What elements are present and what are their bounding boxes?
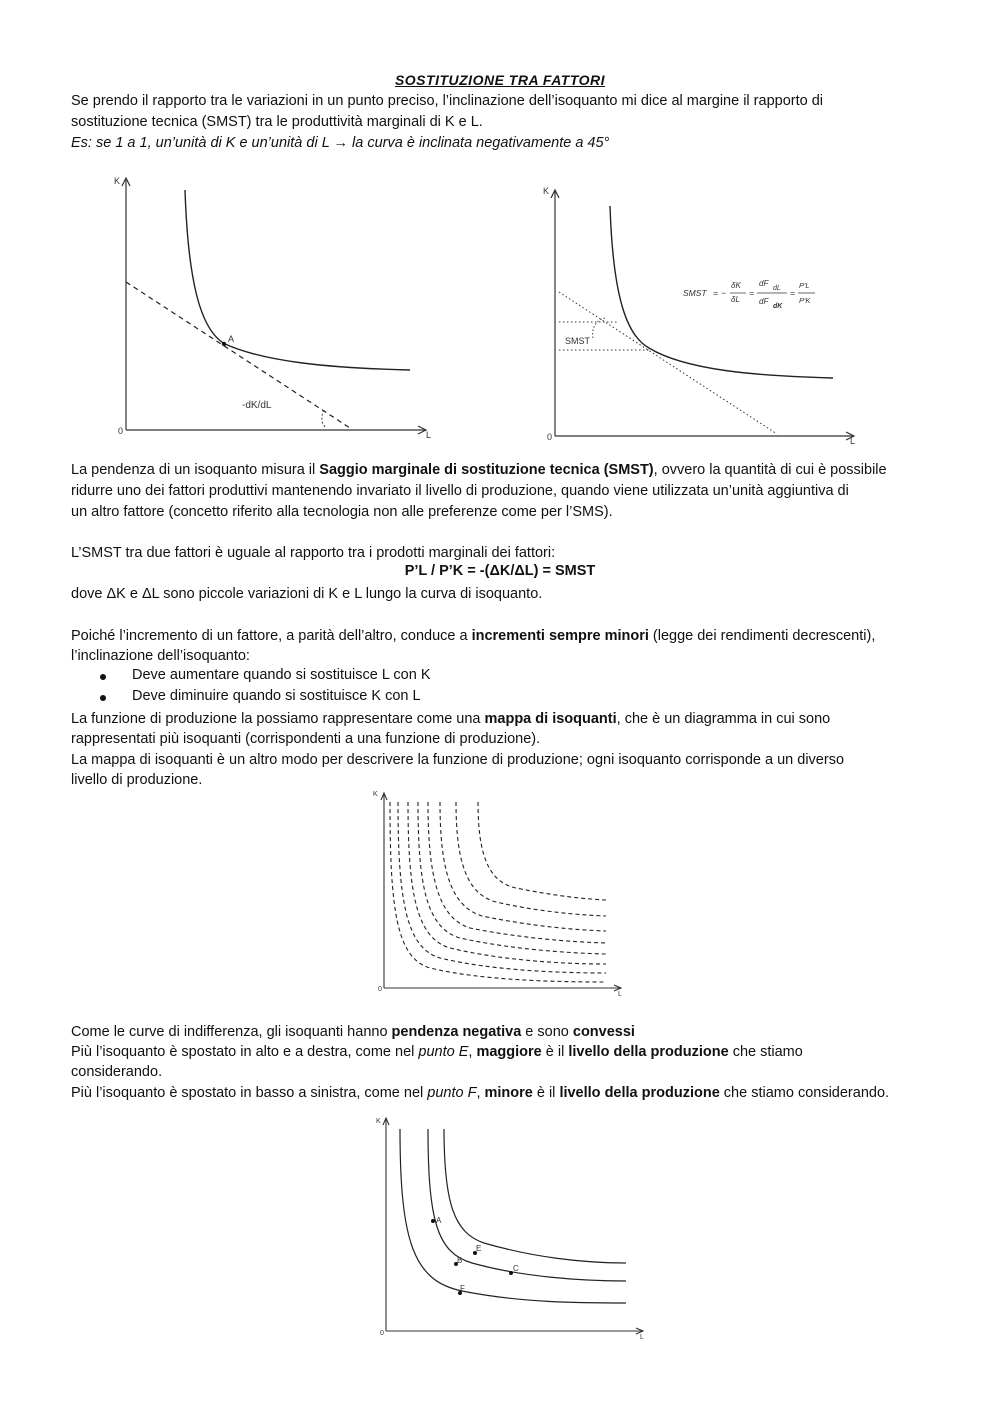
paragraph-line: L’SMST tra due fattori è uguale al rapporto tra i prodotti marginali dei fattori: [71, 545, 556, 561]
svg-text:δL: δL [731, 295, 740, 304]
page-title: SOSTITUZIONE TRA FATTORI [394, 72, 606, 88]
isoquant-set [390, 802, 606, 982]
svg-text:dF: dF [759, 279, 769, 288]
paragraph-line: sostituzione tecnica (SMST) tra le produttività marginali di K e L. [71, 114, 483, 130]
figure-isoquant-levels [372, 1113, 652, 1343]
origin-label: 0 [547, 432, 553, 442]
paragraph-line: livello di produzione. [71, 772, 203, 788]
svg-text:dK: dK [773, 303, 783, 310]
paragraph-line: Poiché l’incremento di un fattore, a parità dell’altro, conduce a incrementi sempre minori (legge dei rendimenti decrescenti), [71, 628, 876, 644]
paragraph-line: un altro fattore (concetto riferito alla tecnologia non alle preferenze come per l’SMS). [71, 504, 613, 520]
point-b-label: B [457, 1256, 463, 1265]
svg-text:SMST: SMST [683, 288, 707, 298]
svg-text:dF: dF [759, 297, 769, 306]
origin-label: 0 [378, 986, 382, 993]
x-axis-label: L [618, 991, 622, 998]
paragraph-line: Più l’isoquanto è spostato in alto e a destra, come nel punto E, maggiore è il livello della produzione che stiamo [71, 1044, 803, 1060]
tangent-line [126, 282, 350, 428]
point-a [222, 342, 226, 346]
smst-formula [683, 279, 815, 310]
point-a-label: A [228, 334, 235, 344]
svg-text:−: − [721, 288, 726, 298]
svg-text:=: = [749, 288, 754, 298]
figure-smst [535, 178, 865, 448]
figure-isoquant-tangent [100, 170, 440, 445]
y-axis-label: K [114, 176, 121, 186]
smst-label: SMST [565, 336, 591, 346]
point-a-label: A [436, 1216, 442, 1225]
isoquant-high [444, 1129, 626, 1263]
tangent-line [559, 292, 777, 434]
x-axis-label: L [426, 430, 432, 440]
x-axis-label: L [640, 1334, 644, 1341]
origin-label: 0 [118, 426, 124, 436]
svg-text:P′L: P′L [799, 281, 810, 290]
svg-text:=: = [713, 288, 718, 298]
paragraph-line: ridurre uno dei fattori produttivi mantenendo invariato il livello di produzione, quando viene utilizzata un’unità aggiuntiva di [71, 483, 849, 499]
paragraph-line: La mappa di isoquanti è un altro modo per descrivere la funzione di produzione; ogni isoquanto corrisponde a un diverso [71, 752, 845, 768]
svg-text:=: = [790, 288, 795, 298]
paragraph-line: La pendenza di un isoquanto misura il Saggio marginale di sostituzione tecnica (SMST), ovvero la quantità di cui è possibile [71, 462, 887, 478]
svg-text:P′K: P′K [799, 296, 811, 305]
paragraph-line: l’inclinazione dell’isoquanto: [71, 648, 250, 664]
svg-text:dL: dL [773, 285, 781, 292]
svg-text:δK: δK [731, 281, 741, 290]
paragraph-line: considerando. [71, 1064, 163, 1080]
y-axis-label: K [543, 186, 550, 196]
example-line: Es: se 1 a 1, un’unità di K e un’unità di L → la curva è inclinata negativamente a 45° [71, 135, 610, 151]
point-a [431, 1219, 435, 1223]
paragraph-line: Più l’isoquanto è spostato in basso a sinistra, come nel punto F, minore è il livello della produzione che stiamo considerando. [71, 1085, 890, 1101]
origin-label: 0 [380, 1330, 384, 1337]
paragraph-line: dove ΔK e ΔL sono piccole variazioni di K e L lungo la curva di isoquanto. [71, 586, 543, 602]
y-axis-label: K [376, 1118, 381, 1125]
paragraph-line: Se prendo il rapporto tra le variazioni in un punto preciso, l’inclinazione dell’isoquanto mi dice al margine il rapporto di [71, 93, 824, 109]
figure-isoquant-map [370, 788, 630, 998]
paragraph-line: La funzione di produzione la possiamo rappresentare come una mappa di isoquanti, che è un diagramma in cui sono [71, 711, 831, 727]
paragraph-line: Come le curve di indifferenza, gli isoquanti hanno pendenza negativa e sono convessi [71, 1024, 635, 1040]
slope-label: -dK/dL [242, 400, 272, 411]
x-axis-label: L [850, 436, 856, 446]
smst-formula-text: P’L / P’K = -(ΔK/ΔL) = SMST [404, 563, 596, 579]
point-c-label: C [513, 1264, 519, 1273]
paragraph-line: rappresentati più isoquanti (corrispondenti a una funzione di produzione). [71, 731, 541, 747]
y-axis-label: K [373, 791, 378, 798]
point-f-label: F [460, 1284, 465, 1293]
point-e-label: E [476, 1244, 482, 1253]
